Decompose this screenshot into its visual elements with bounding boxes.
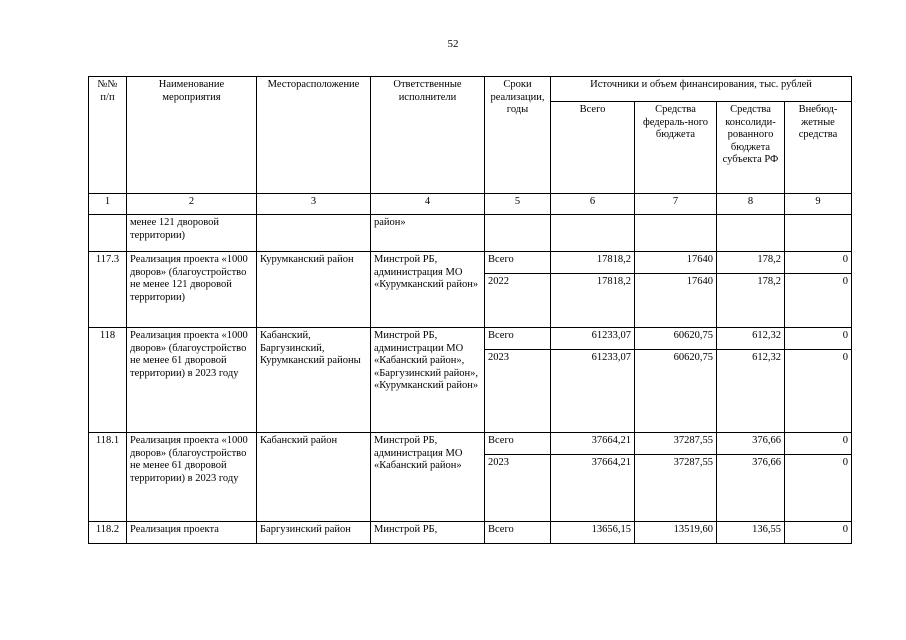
row-total: 37664,21 [551, 455, 635, 522]
row-federal: 13519,60 [635, 522, 717, 544]
row-name: Реализация проекта «1000 дворов» (благоустройство не менее 61 дворовой территории) в 2023 году [127, 328, 257, 433]
column-number: 9 [785, 194, 852, 215]
header-name: Наименование мероприятия [127, 77, 257, 194]
row-location: Курумканский район [257, 252, 371, 328]
row-executors: Минстрой РБ, [371, 522, 485, 544]
row-location: Кабанский район [257, 433, 371, 522]
row-consolidated: 376,66 [717, 455, 785, 522]
row-total: 17818,2 [551, 252, 635, 274]
header-consolidated: Средства консолиди-рованного бюджета субъекта РФ [717, 102, 785, 194]
row-extrabudget: 0 [785, 350, 852, 433]
row-total: 61233,07 [551, 350, 635, 433]
row-term: Всего [485, 328, 551, 350]
row-executors: Минстрой РБ, администрация МО «Курумканский район» [371, 252, 485, 328]
row-executors: Минстрой РБ, администрация МО «Кабанский район» [371, 433, 485, 522]
header-federal: Средства федераль-ного бюджета [635, 102, 717, 194]
row-executors: Минстрой РБ, администрации МО «Кабанский район», «Баргузинский район», «Курумканский район» [371, 328, 485, 433]
row-total: 61233,07 [551, 328, 635, 350]
row-location: Кабанский, Баргузинский, Курумканский районы [257, 328, 371, 433]
row-num: 118.2 [89, 522, 127, 544]
header-financing: Источники и объем финансирования, тыс. рублей [551, 77, 852, 102]
row-name: Реализация проекта «1000 дворов» (благоустройство не менее 121 дворовой территории) [127, 252, 257, 328]
header-num: №№ п/п [89, 77, 127, 194]
header-executors: Ответственные исполнители [371, 77, 485, 194]
header-terms: Сроки реализации, годы [485, 77, 551, 194]
row-extrabudget: 0 [785, 433, 852, 455]
row-term: Всего [485, 252, 551, 274]
financing-table [88, 76, 852, 544]
row-extrabudget: 0 [785, 455, 852, 522]
row-location: Баргузинский район [257, 522, 371, 544]
row-consolidated: 136,55 [717, 522, 785, 544]
row-extrabudget: 0 [785, 522, 852, 544]
row-extrabudget: 0 [785, 252, 852, 274]
column-number: 6 [551, 194, 635, 215]
table-row [89, 433, 852, 455]
header-extrabudget: Внебюд-жетные средства [785, 102, 852, 194]
row-num: 118 [89, 328, 127, 433]
column-number: 7 [635, 194, 717, 215]
row-term: 2023 [485, 350, 551, 433]
row-federal: 37287,55 [635, 433, 717, 455]
column-numbers-row [89, 194, 852, 215]
row-consolidated: 612,32 [717, 350, 785, 433]
row-name: Реализация проекта [127, 522, 257, 544]
continuation-row [89, 215, 852, 252]
row-name: Реализация проекта «1000 дворов» (благоустройство не менее 61 дворовой территории) в 2023 году [127, 433, 257, 522]
row-consolidated: 178,2 [717, 252, 785, 274]
table-row [89, 522, 852, 544]
header-total: Всего [551, 102, 635, 194]
row-extrabudget: 0 [785, 274, 852, 328]
column-number: 4 [371, 194, 485, 215]
continuation-executors: район» [371, 215, 485, 252]
column-number: 8 [717, 194, 785, 215]
header-location: Месторасположение [257, 77, 371, 194]
continuation-name: менее 121 дворовой территории) [127, 215, 257, 252]
column-number: 1 [89, 194, 127, 215]
row-federal: 60620,75 [635, 328, 717, 350]
row-federal: 17640 [635, 252, 717, 274]
row-consolidated: 178,2 [717, 274, 785, 328]
row-total: 13656,15 [551, 522, 635, 544]
row-extrabudget: 0 [785, 328, 852, 350]
row-federal: 37287,55 [635, 455, 717, 522]
row-consolidated: 612,32 [717, 328, 785, 350]
column-number: 5 [485, 194, 551, 215]
page-number: 52 [447, 38, 459, 50]
table-row [89, 252, 852, 274]
row-federal: 17640 [635, 274, 717, 328]
row-federal: 60620,75 [635, 350, 717, 433]
column-number: 2 [127, 194, 257, 215]
column-number: 3 [257, 194, 371, 215]
row-num: 117.3 [89, 252, 127, 328]
header-row [89, 77, 852, 102]
row-total: 17818,2 [551, 274, 635, 328]
row-term: Всего [485, 522, 551, 544]
row-term: 2023 [485, 455, 551, 522]
row-total: 37664,21 [551, 433, 635, 455]
row-term: 2022 [485, 274, 551, 328]
row-term: Всего [485, 433, 551, 455]
row-num: 118.1 [89, 433, 127, 522]
table-row [89, 328, 852, 350]
row-consolidated: 376,66 [717, 433, 785, 455]
